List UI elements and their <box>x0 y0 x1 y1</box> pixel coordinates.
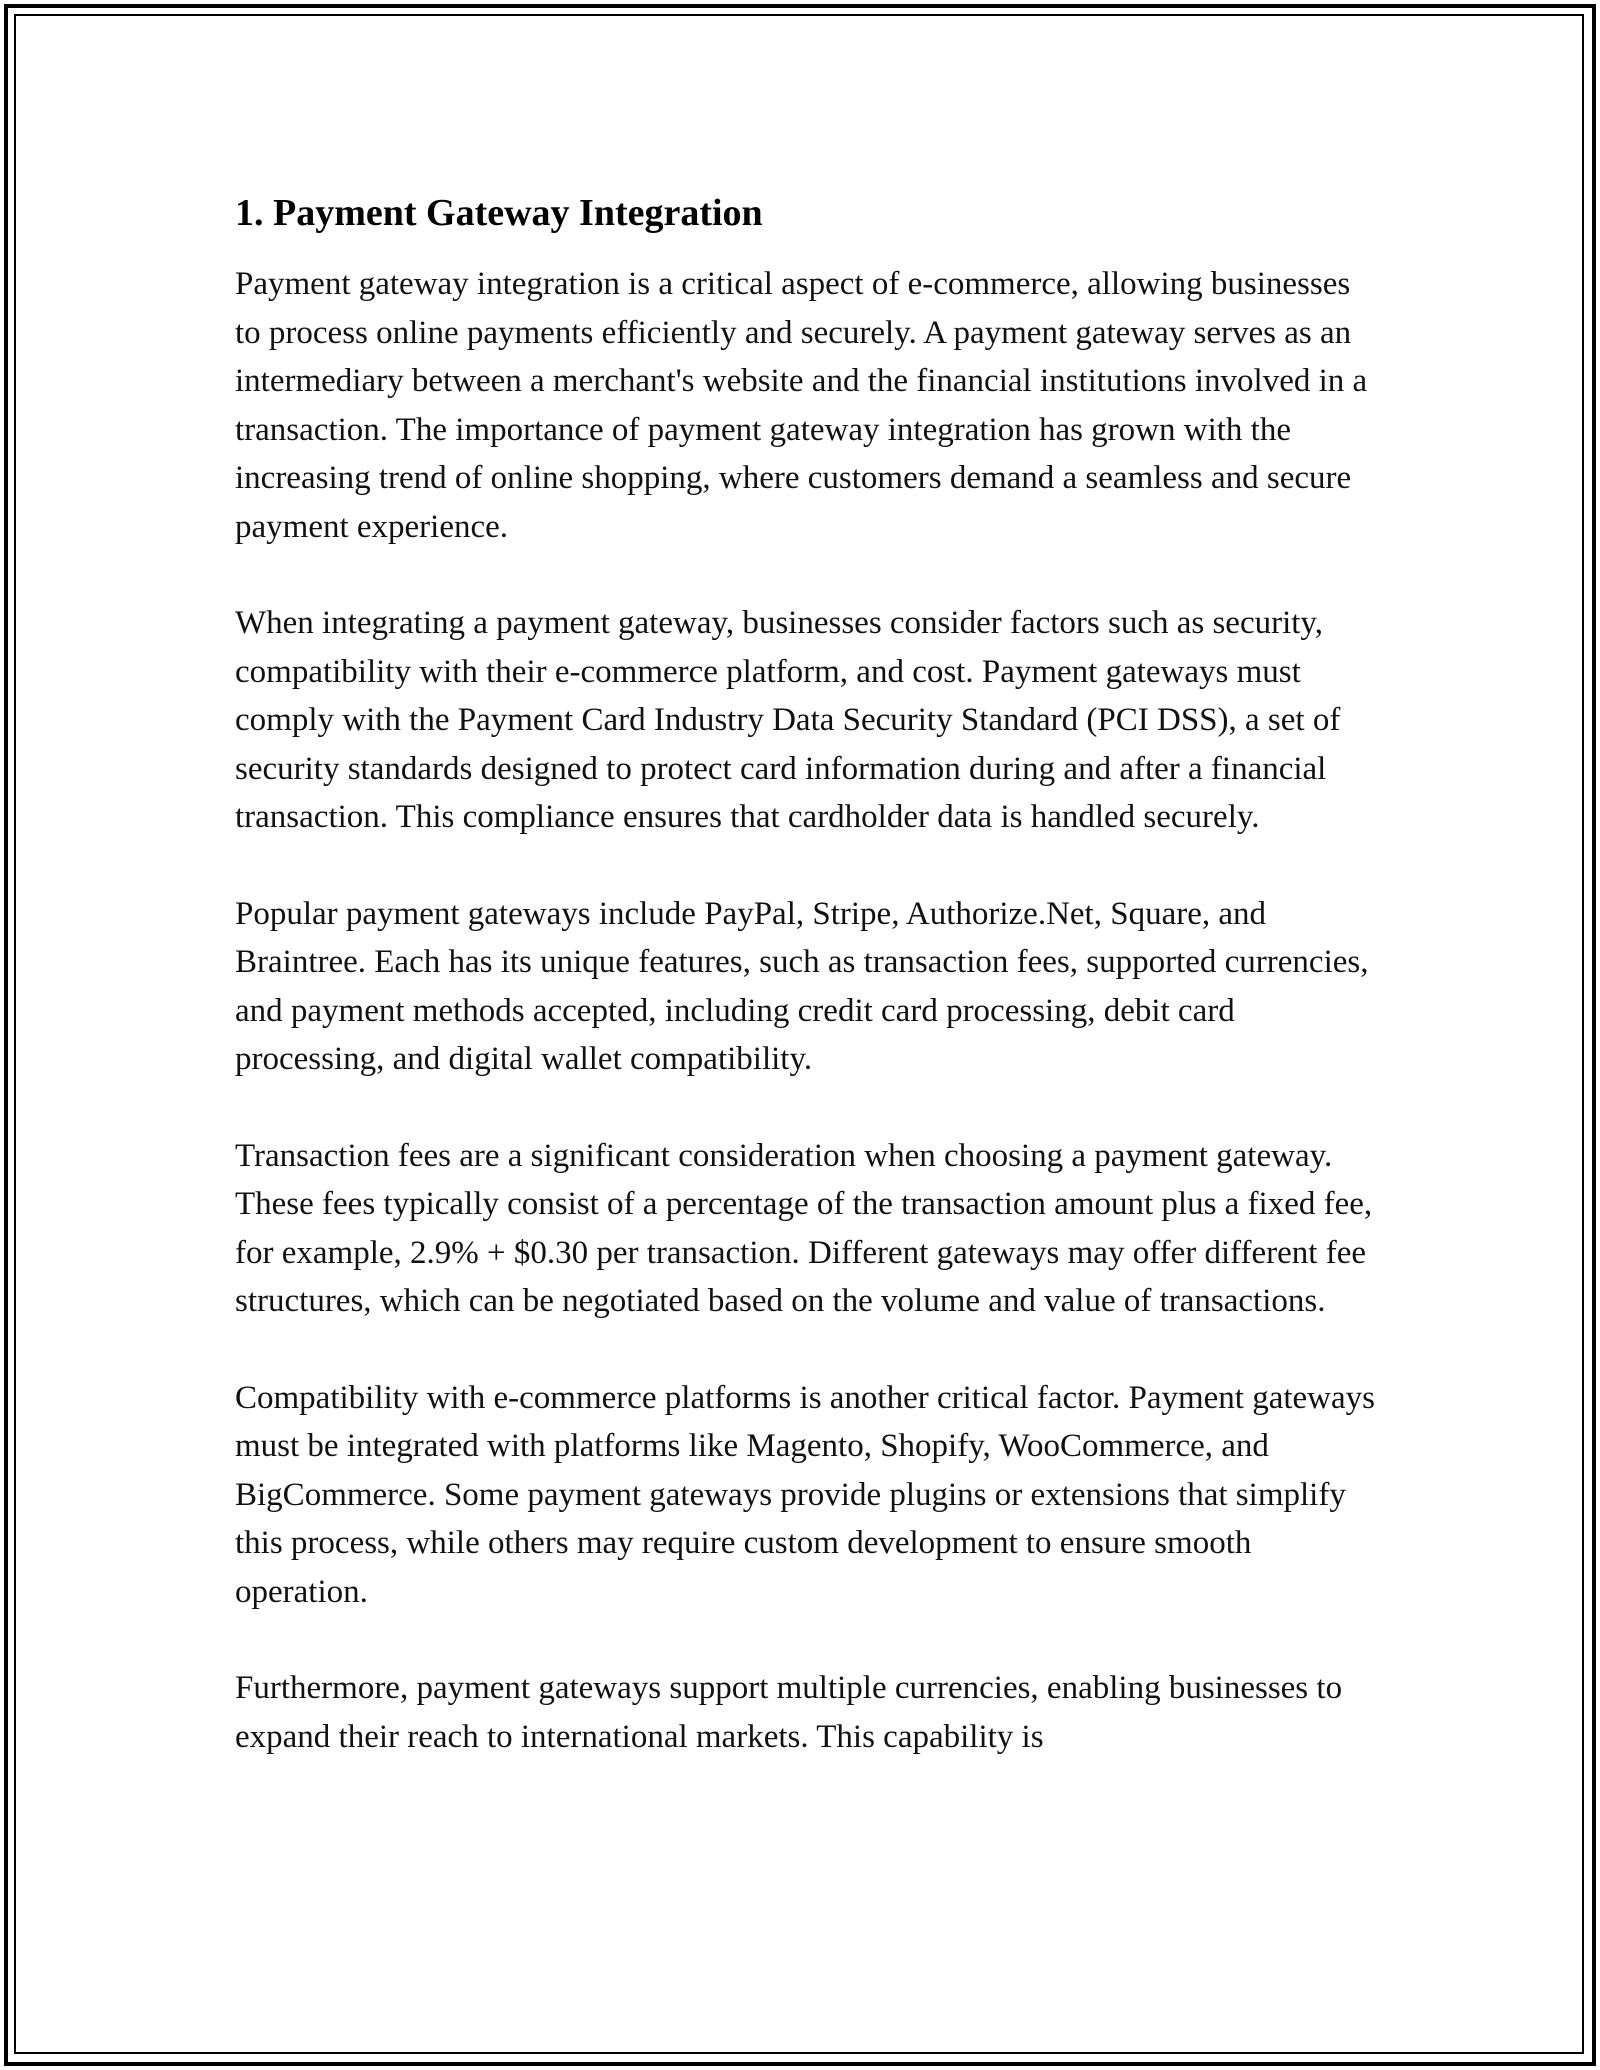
document-body <box>235 184 1375 1809</box>
paragraph-intro: Payment gateway integration is a critical aspect of e-commerce, allowing businesses to process online payments efficiently and securely. A payment gateway serves as an intermediary between a merchant's website and the financial institutions involved in a transaction. The importance of payment gateway integration has grown with the increasing trend of online shopping, where customers demand a seamless and secure payment experience. <box>235 266 1368 545</box>
paragraph-transaction-fees: Transaction fees are a significant consideration when choosing a payment gateway. These fees typically consist of a percentage of the transaction amount plus a fixed fee, for example, 2.9% + $0.30 per transaction. Different gateways may offer different fee structures, which can be negotiated based on the volume and value of transactions. <box>235 1137 1373 1319</box>
paragraph-currencies: Furthermore, payment gateways support multiple currencies, enabling businesses to expand their reach to international markets. This capability is <box>235 1670 1343 1755</box>
paragraph-security: When integrating a payment gateway, businesses consider factors such as security, compatibility with their e-commerce platform, and cost. Payment gateways must comply with the Payment Card Industry Data Security Standard (PCI DSS), a set of security standards designed to protect card information during and after a financial transaction. This compliance ensures that cardholder data is handled securely. <box>235 605 1341 835</box>
paragraph-compatibility: Compatibility with e-commerce platforms is another critical factor. Payment gateways must be integrated with platforms like Magento, Shopify, WooCommerce, and BigCommerce. Some payment gateways provide plugins or extensions that simplify this process, while others may require custom development to ensure smooth operation. <box>235 1379 1375 1610</box>
section-heading: 1. Payment Gateway Integration <box>235 192 763 234</box>
paragraph-popular-gateways: Popular payment gateways include PayPal, Stripe, Authorize.Net, Square, and Braintree. Each has its unique features, such as transaction fees, supported currencies, and payment methods accepted, including credit card processing, debit card processing, and digital wallet compatibility. <box>235 895 1369 1077</box>
